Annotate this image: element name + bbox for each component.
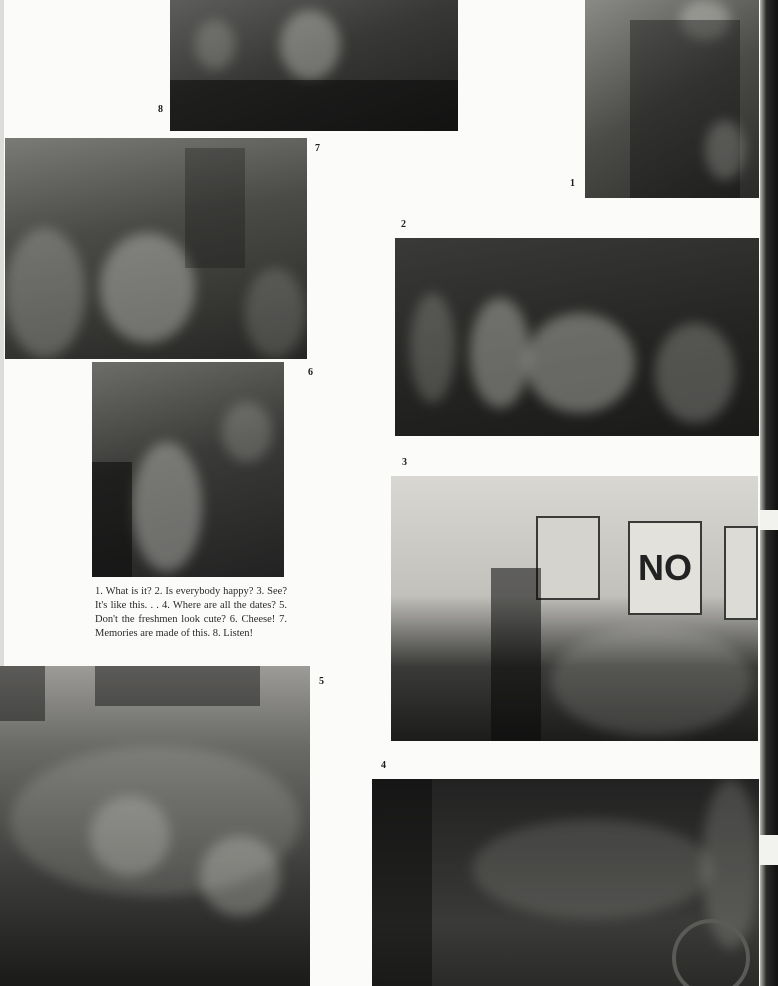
photo-number-3: 3: [402, 457, 407, 468]
photo-number-2: 2: [401, 219, 406, 230]
photo-number-7: 7: [315, 143, 320, 154]
photo-8-musician-with-accordion: [170, 0, 458, 131]
photo-number-1: 1: [570, 178, 575, 189]
photo-number-6: 6: [308, 367, 313, 378]
photo-4-hayride-wagon: [372, 779, 759, 986]
photo-1-man-with-pot: [585, 0, 759, 198]
photo-caption: 1. What is it? 2. Is everybody happy? 3. See? It's like this. . . 4. Where are all the dates? 5. Don't the freshmen look cute? 6. Cheese! 7. Memories are made of this. 8. Listen!: [95, 586, 287, 639]
photo-number-4: 4: [381, 760, 386, 771]
photo-3-stage-performer: [391, 476, 758, 741]
photo-2-dance-line: [395, 238, 759, 436]
photo-7-dancing-couples: [5, 138, 307, 359]
binding-spine: [760, 0, 778, 986]
stage-sign-text: NO: [638, 547, 692, 588]
photo-5-seated-freshmen: [0, 666, 310, 986]
photo-number-5: 5: [319, 676, 324, 687]
photo-6-crowd-cheese: [92, 362, 284, 577]
photo-number-8: 8: [158, 104, 163, 115]
